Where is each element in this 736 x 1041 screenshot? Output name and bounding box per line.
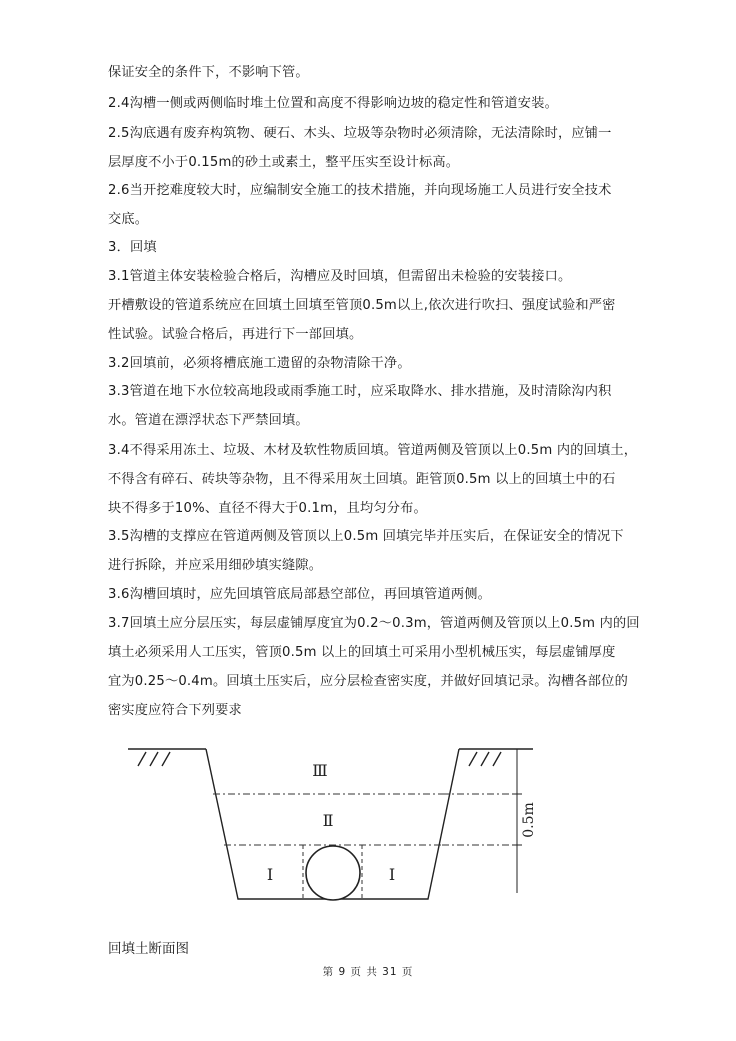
zone-label-2: Ⅱ <box>322 811 334 830</box>
zone-label-1-right: Ⅰ <box>388 865 396 884</box>
zone-label-1-left: Ⅰ <box>266 865 274 884</box>
figure-caption: 回填土断面图 <box>108 941 189 957</box>
zone-label-3: Ⅲ <box>312 761 328 780</box>
paragraph-3-1: 3.1管道主体安装检验合格后，沟槽应及时回填，但需留出未检验的安装接口。 <box>108 269 572 284</box>
section-heading-backfill: 3．回填 <box>108 240 157 255</box>
paragraph-3-4: 3.4不得采用冻土、垃圾、木材及软性物质回填。管道两侧及管顶以上0.5m 内的回填土， 不得含有碎石、砖块等杂物，且不得采用灰土回填。距管顶0.5m 以上的回填土中的石 块不得多于10%、直径不得大于0.1m，且均匀分布。 <box>108 443 638 516</box>
pipe-circle <box>306 846 360 900</box>
paragraph-2-5: 2.5沟底遇有废弃构筑物、硬石、木头、垃圾等杂物时必须清除，无法清除时，应铺一 层厚度不小于0.15m的砂土或素土，整平压实至设计标高。 <box>108 126 612 170</box>
paragraph-2-6: 2.6当开挖难度较大时，应编制安全施工的技术措施，并向现场施工人员进行安全技术 交底。 <box>108 183 612 227</box>
paragraph-3-7: 3.7回填土应分层压实，每层虚铺厚度宜为0.2～0.3m，管道两侧及管顶以上0.5m 内的回 填土必须采用人工压实，管顶0.5m 以上的回填土可采用小型机械压实，每层虚铺厚度 宜为0.25～0.4m。回填土压实后，应分层检查密实度，并做好回填记录。沟槽各部位的 密实度应符合下列要求 <box>108 616 640 718</box>
paragraph-3-5: 3.5沟槽的支撑应在管道两侧及管顶以上0.5m 回填完毕并压实后，在保证安全的情况下 进行拆除，并应采用细砂填实缝隙。 <box>108 529 624 573</box>
paragraph-trench-laying: 开槽敷设的管道系统应在回填土回填至管顶0.5m以上,依次进行吹扫、强度试验和严密 性试验。试验合格后，再进行下一部回填。 <box>108 298 616 342</box>
ground-hatch-right <box>469 752 501 766</box>
ground-hatch-left <box>138 752 170 766</box>
dimension-label: 0.5m <box>521 802 537 838</box>
paragraph-3-3: 3.3管道在地下水位较高地段或雨季施工时，应采取降水、排水措施，及时清除沟内积 水。管道在漂浮状态下严禁回填。 <box>108 384 612 428</box>
paragraph-3-6: 3.6沟槽回填时，应先回填管底局部悬空部位，再回填管道两侧。 <box>108 587 492 602</box>
paragraph-3-2: 3.2回填前，必须将槽底施工遗留的杂物清除干净。 <box>108 356 411 371</box>
paragraph-2-4: 2.4沟槽一侧或两侧临时堆土位置和高度不得影响边坡的稳定性和管道安装。 <box>108 96 558 111</box>
page-footer: 第 9 页 共 31 页 <box>322 966 414 978</box>
paragraph-continuation: 保证安全的条件下，不影响下管。 <box>108 65 309 80</box>
